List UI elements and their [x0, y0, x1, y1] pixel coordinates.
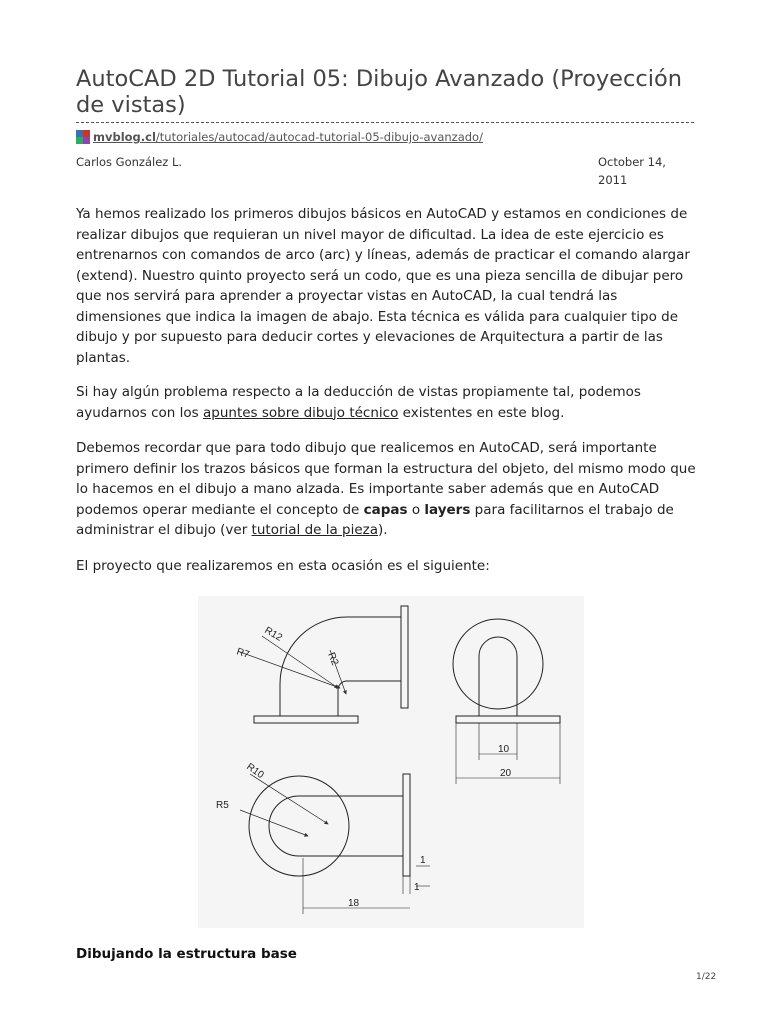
label-r12: R12	[262, 625, 284, 644]
label-r7: R7	[235, 646, 251, 661]
page-title: AutoCAD 2D Tutorial 05: Dibujo Avanzado (Proyección de vistas)	[76, 66, 683, 118]
site-favicon-icon	[76, 130, 90, 144]
page-number: 1/22	[696, 972, 717, 982]
source-domain: mvblog.cl	[93, 130, 156, 144]
tutorial-pieza-link[interactable]: tutorial de la pieza	[251, 522, 379, 538]
publish-date: October 14, 2011	[598, 155, 666, 187]
label-dim-1b: 1	[414, 882, 420, 893]
side-view	[453, 619, 560, 784]
elbow-drawing-figure	[198, 596, 584, 928]
top-view	[240, 774, 430, 914]
paragraph-4: El proyecto que realizaremos en esta ocasión es el siguiente:	[76, 558, 490, 574]
paragraph-3-cont: para facilitarnos el trabajo de administrar el dibujo (ver	[76, 501, 674, 538]
label-dim-10: 10	[498, 744, 510, 755]
label-dim-18: 18	[348, 898, 360, 909]
front-view	[240, 606, 408, 723]
label-dim-20: 20	[500, 768, 512, 779]
author-name: Carlos González L.	[76, 155, 183, 169]
source-link-row	[76, 130, 483, 144]
paragraph-3-end: ).	[378, 522, 388, 538]
paragraph-3-text: Debemos recordar que para todo dibujo que realicemos en AutoCAD, será importante primero definir los trazos básicos que forman la estructura del objeto, del mismo modo que lo hacemos en el dibujo a mano alzada. Es importante saber además que en AutoCAD podemos operar mediante el concepto de	[76, 440, 696, 518]
source-path: /tutoriales/autocad/autocad-tutorial-05-dibujo-avanzado/	[155, 130, 483, 144]
label-dim-1a: 1	[420, 855, 426, 866]
apuntes-dibujo-link[interactable]: apuntes sobre dibujo técnico	[202, 404, 399, 421]
label-r2: R2	[325, 651, 341, 667]
paragraph-1: Ya hemos realizado los primeros dibujos básicos en AutoCAD y estamos en condiciones de realizar dibujos que requieran un nivel mayor de dificultad. La idea de este ejercicio es entrenarnos con comandos de arco (arc) y líneas, además de practicar el comando alargar (extend). Nuestro quinto proyecto será un codo, que es una pieza sencilla de dibujar pero que nos servirá para aprender a proyectar vistas en AutoCAD, la cual tendrá las dimensiones que indica la imagen de abajo. Esta técnica es válida para cualquier tipo de dibujo y por supuesto para deducir cortes y elevaciones de Arquitectura a partir de las plantas.	[76, 206, 690, 366]
title-divider	[76, 122, 694, 123]
paragraph-2-text: Si hay algún problema respecto a la deducción de vistas propiamente tal, podemos ayudarnos con los	[76, 384, 641, 421]
paragraph-2-end: existentes en este blog.	[398, 404, 565, 421]
label-r5: R5	[216, 800, 229, 811]
layers-term: layers	[424, 501, 471, 518]
label-r10: R10	[244, 761, 266, 781]
paragraph-3-or: o	[407, 501, 425, 518]
section-heading: Dibujando la estructura base	[76, 946, 297, 962]
elbow-technical-drawing	[198, 596, 584, 928]
capas-term: capas	[363, 501, 408, 518]
paragraph-3	[76, 438, 696, 541]
source-url-link[interactable]	[93, 130, 483, 144]
paragraph-2	[76, 382, 696, 423]
